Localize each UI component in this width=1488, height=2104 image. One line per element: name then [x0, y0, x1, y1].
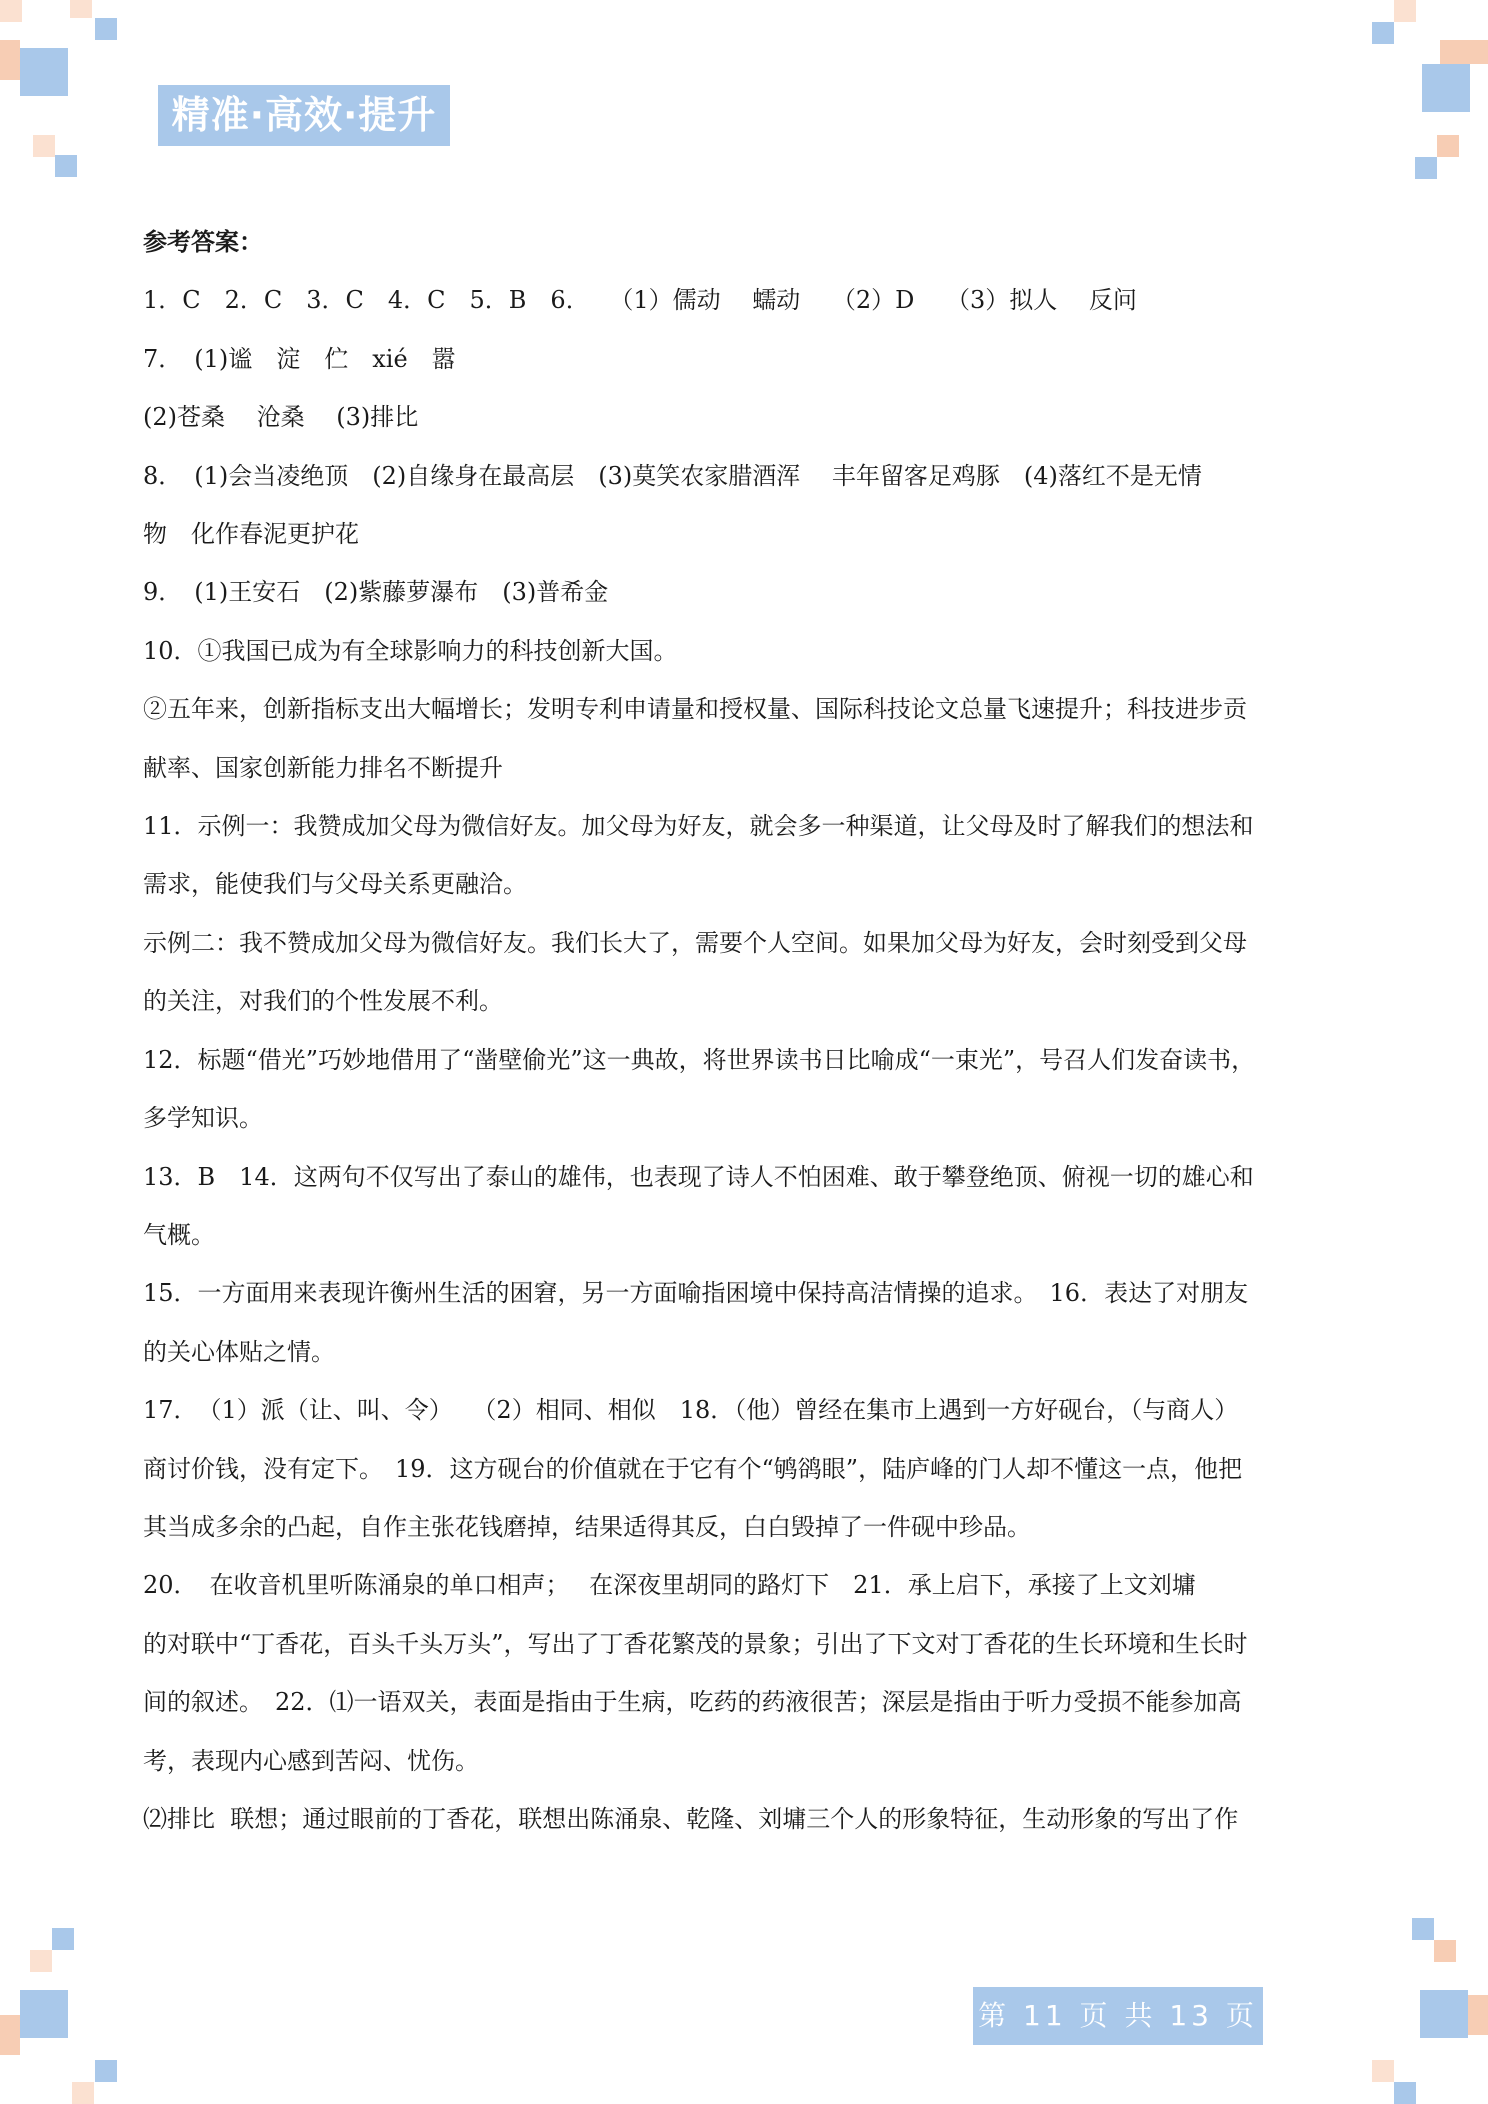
answer-line: 间的叙述。 22．⑴一语双关，表面是指由于生病，吃药的药液很苦；深层是指由于听力受损不能参加高 — [143, 1688, 1242, 1717]
answer-line: 考，表现内心感到苦闷、忧伤。 — [143, 1746, 479, 1775]
answer-line: 气概。 — [143, 1220, 215, 1249]
answer-line: 13．B 14．这两句不仅写出了泰山的雄伟，也表现了诗人不怕困难、敢于攀登绝顶、俯视一切的雄心和 — [143, 1162, 1254, 1191]
answer-line: 示例二：我不赞成加父母为微信好友。我们长大了，需要个人空间。如果加父母为好友，会时刻受到父母 — [143, 928, 1247, 957]
answer-section — [143, 213, 1348, 1848]
answer-line: 20． 在收音机里听陈涌泉的单口相声； 在深夜里胡同的路灯下 21．承上启下，承接了上文刘墉 — [143, 1571, 1196, 1600]
answer-line: 的对联中“丁香花，百头千头万头”，写出了丁香花繁茂的景象；引出了下文对丁香花的生长环境和生长时 — [143, 1629, 1248, 1658]
answer-line: 10．①我国已成为有全球影响力的科技创新大国。 — [143, 636, 678, 665]
answer-line: 11．示例一：我赞成加父母为微信好友。加父母为好友，就会多一种渠道，让父母及时了解我们的想法和 — [143, 812, 1254, 841]
answer-line: 12．标题“借光”巧妙地借用了“凿壁偷光”这一典故，将世界读书日比喻成“一束光”，号召人们发奋读书， — [143, 1045, 1256, 1074]
answers-heading: 参考答案： — [143, 227, 263, 256]
answer-line: 其当成多余的凸起，自作主张花钱磨掉，结果适得其反，白白毁掉了一件砚中珍品。 — [143, 1512, 1031, 1541]
answer-line: 17． （1）派（让、叫、令） （2）相同、相似 18．（他）曾经在集市上遇到一方好砚台，（与商人） — [143, 1396, 1239, 1425]
answer-line: 1．C 2．C 3．C 4．C 5．B 6． （1）儒动 蠕动 （2）D （3）拟人 反问 — [143, 286, 1137, 315]
answer-line: 8． (1)会当凌绝顶 (2)自缘身在最高层 (3)莫笑农家腊酒浑 丰年留客足鸡豚 (4)落红不是无情 — [143, 461, 1202, 490]
answer-line: (2)苍桑 沧桑 (3)排比 — [143, 403, 419, 432]
answer-line: 献率、国家创新能力排名不断提升 — [143, 753, 503, 782]
answer-line: ⑵排比 联想；通过眼前的丁香花，联想出陈涌泉、乾隆、刘墉三个人的形象特征，生动形象的写出了作 — [143, 1804, 1239, 1833]
page-number: 第 11 页 共 13 页 — [973, 1987, 1263, 2045]
answer-line: 商讨价钱，没有定下。 19．这方砚台的价值就在于它有个“鸲鹆眼”，陆庐峰的门人却不懂这一点，他把 — [143, 1454, 1243, 1483]
answer-line: 物 化作春泥更护花 — [143, 520, 359, 549]
answer-line: 9． (1)王安石 (2)紫藤萝瀑布 (3)普希金 — [143, 578, 609, 607]
answer-line: 15．一方面用来表现许衡州生活的困窘，另一方面喻指困境中保持高洁情操的追求。 16．表达了对朋友 — [143, 1279, 1249, 1308]
answer-line: 的关心体贴之情。 — [143, 1337, 335, 1366]
answer-line: 的关注，对我们的个性发展不利。 — [143, 987, 503, 1016]
answer-line: 7． (1)谧 淀 伫 xié 嚣 — [143, 344, 456, 373]
answer-line: ②五年来，创新指标支出大幅增长；发明专利申请量和授权量、国际科技论文总量飞速提升；科技进步贡 — [143, 695, 1247, 724]
header-banner: 精准·高效·提升 — [158, 85, 450, 146]
answer-line: 多学知识。 — [143, 1104, 263, 1133]
answer-line: 需求，能使我们与父母关系更融洽。 — [143, 870, 527, 899]
